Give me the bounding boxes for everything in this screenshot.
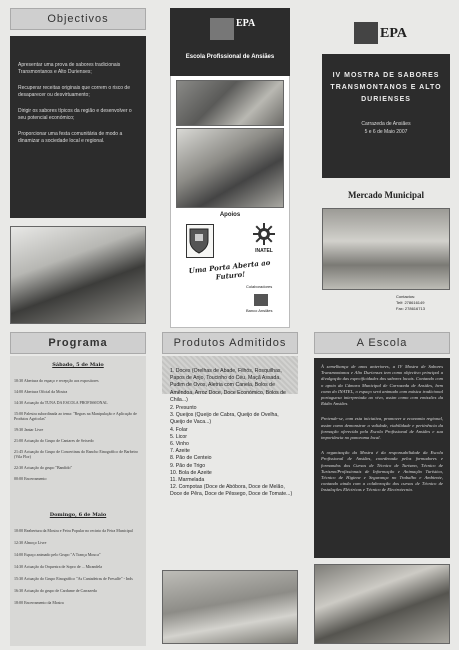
- day2-item: 16:30 Actuação do grupo de Cardume de Carrazeda: [14, 588, 97, 593]
- a-escola-photo: [314, 564, 450, 644]
- objetivo-3: Dirigir os sabores típicos da região e desenvolver o seu potencial económico;: [18, 108, 132, 121]
- day1-item: 00:00 Encerramento: [14, 476, 47, 481]
- sponsor-name: Banco Ansiães: [246, 308, 273, 313]
- epa-label: EPA: [236, 18, 256, 29]
- epa-cover-logo-icon: [354, 22, 378, 44]
- objetivo-1: Apresentar uma prova de sabores tradicionais Transmontanos e Alto Durienses;: [18, 62, 121, 75]
- day1-item: 21:45 Actuação do Grupo de Concertinas do Rancho Etnográfico de Barbeiro (Vila Flor): [14, 449, 138, 459]
- escola-paragraph-3: A organização da Mostra é da responsabilidade da Escola Profissional de Ansiães, coordenada pelos formadores e formandos dos Cursos de Técnico de Turismo, Técnico de Turismo/Profissionais de Informação e Animação Turística, Técnico de Higiene e Segurança no Trabalho e Ambiente, contando ainda com a colaboração dos cursos de Técnico de Instalações Eléctricas e Técnico de Electrotecnia.: [321, 450, 443, 493]
- day1-item: 14:30 Actuação da TUNA DA ESCOLA PROFISSIONAL: [14, 400, 108, 405]
- objetivos-title: Objectivos: [10, 8, 146, 30]
- produto-item: 8. Pão de Centeio: [170, 455, 212, 462]
- cover-epa-label: EPA: [380, 26, 407, 41]
- programa-panel: [10, 332, 146, 646]
- day2-schedule: [14, 528, 142, 612]
- day1-item: 14:00 Abertura Oficial da Mostra: [14, 389, 68, 394]
- cover-title-box: [322, 54, 450, 178]
- day1-item: 10:30 Abertura do espaço e recepção aos expositores: [14, 378, 99, 383]
- mostra-dates: 5 e 6 de Maio 2007: [364, 129, 408, 135]
- escola-name: Escola Profissional de Ansiães: [185, 54, 275, 60]
- day2-item: 14:00 Espaço animado pelo Grupo "A Trança Mouca": [14, 552, 101, 557]
- mercado-label: Mercado Municipal: [347, 190, 425, 200]
- produto-item: 5. Licor: [170, 433, 188, 440]
- day1-item: 21:00 Actuação do Grupo de Cantares de Seixedo: [14, 438, 94, 443]
- sponsor-logo-icon: [254, 294, 268, 306]
- produtos-panel: [162, 332, 298, 646]
- objetivos-photo: [10, 226, 146, 324]
- day2-item: 18:00 Encerramento da Mostra: [14, 600, 64, 605]
- produtos-title: Produtos Admitidos: [162, 332, 298, 354]
- a-escola-text-box: [314, 358, 450, 558]
- day2-item: 10:00 Reabertura da Mostra e Feira Popular no recinto da Feira Municipal: [14, 528, 133, 533]
- contact-fax: Fax: 278616713: [396, 306, 425, 311]
- day1-item: 15:00 Palestra subordinada ao tema: "Regras na Manipulação e Aplicação de Produtos Agrícolas": [14, 411, 137, 421]
- objetivo-2: Recuperar receitas originais que correm o risco de desaparecer ou desvirtuamento;: [18, 85, 130, 98]
- contactos-label: Contactos:: [396, 294, 416, 299]
- escola-header: [170, 8, 290, 76]
- apoios-label: Apoios: [219, 212, 241, 218]
- produtos-photo: [162, 570, 298, 644]
- day1-title: Sábado, 5 de Maio: [52, 362, 104, 368]
- programa-title: Programa: [10, 332, 146, 354]
- camara-crest-icon: [186, 224, 214, 258]
- mostra-title: IV MOSTRA DE SABORES TRANSMONTANOS E ALTO DURIENSES: [330, 72, 442, 103]
- objetivo-4: Proporcionar uma festa comunitária de modo a dinamizar a sociedade local e regional.: [18, 131, 123, 144]
- day2-item: 12:30 Almoço Livre: [14, 540, 47, 545]
- objetivos-box: [10, 36, 146, 218]
- escola-paragraph-1: À semelhança de anos anteriores, a IV Mostra de Sabores Transmontanos e Alto Durienses tem como objectivo principal a divulgação das especificidades dos sabores locais. Contando com o apoio da Câmara Municipal de Carrazeda de Ansiães, bem como do INATEL, o espaço será animado com música tradicional portuguesa interpretada ao vivo, assim como com emissões da Rádio Ansiães.: [321, 364, 443, 407]
- day1-item: 19:30 Jantar Livre: [14, 427, 44, 432]
- objetivos-panel: [10, 8, 146, 328]
- mostra-place: Carrazeda de Ansiães: [361, 121, 411, 127]
- slogan: Uma Porta Aberta ao Futuro!: [188, 257, 271, 282]
- contact-tel: Telf: 278616149: [396, 300, 425, 305]
- inatel-label: INATEL: [255, 248, 273, 254]
- colaboradores-label: Colaboradores: [246, 284, 273, 289]
- escola-photo-bottom: [176, 128, 284, 208]
- produto-item: 11. Marmelada: [170, 477, 205, 484]
- produtos-list: [170, 368, 294, 499]
- produto-item: 1. Doces (Orelhas de Abade, Filhós, Rosquilhas, Papos de Anjo, Toucinho do Céu, Maçã Assada, Pudim de Ovos, Aletria com Canela, Bolos de Amêndoa, Arroz Doce, Doce Económico, Bolos de Chila...): [170, 368, 286, 403]
- day2-item: 15:30 Actuação do Grupo Etnográfico "As Cantadeiras de Fresulfe" - Inds: [14, 576, 133, 581]
- produto-item: 4. Folar: [170, 426, 188, 433]
- produto-item: 2. Presunto: [170, 405, 197, 412]
- a-escola-panel: [314, 332, 450, 646]
- epa-logo-icon: [210, 18, 234, 40]
- produto-item: 10. Bola de Azeite: [170, 469, 212, 476]
- day1-item: 22:30 Actuação do grupo "Bandido": [14, 465, 73, 470]
- day2-title: Domingo, 6 de Maio: [49, 512, 107, 518]
- produto-item: 9. Pão de Trigo: [170, 462, 206, 469]
- inatel-logo-icon: [252, 222, 276, 246]
- produto-item: 12. Compotas (Doce de Abóbora, Doce de Melão, Doce de Pêra, Doce de Pêssego, Doce de Tomate...): [170, 484, 293, 498]
- escola-paragraph-2: Pretende-se, com esta iniciativa, promover a economia regional, assim como demonstrar a validade, viabilidade e pertinência da formação oferecida pela Escola Profissional de Ansiães e sua importância no panorama local.: [321, 416, 443, 441]
- cover-panel: [314, 8, 450, 328]
- produto-item: 7. Azeite: [170, 448, 190, 455]
- day2-item: 14:30 Actuação da Orquestra de Sopro de ... Mirandela: [14, 564, 103, 569]
- day1-schedule: [14, 378, 142, 487]
- escola-photo-top: [176, 80, 284, 126]
- a-escola-title: A Escola: [314, 332, 450, 354]
- produto-item: 6. Vinho: [170, 441, 189, 448]
- escola-info-panel: [162, 8, 298, 328]
- contactos: [396, 294, 425, 312]
- produto-item: 3. Queijos (Queijo de Cabra, Queijo de Ovelha, Queijo de Vaca...): [170, 412, 279, 426]
- mercado-photo: [322, 208, 450, 290]
